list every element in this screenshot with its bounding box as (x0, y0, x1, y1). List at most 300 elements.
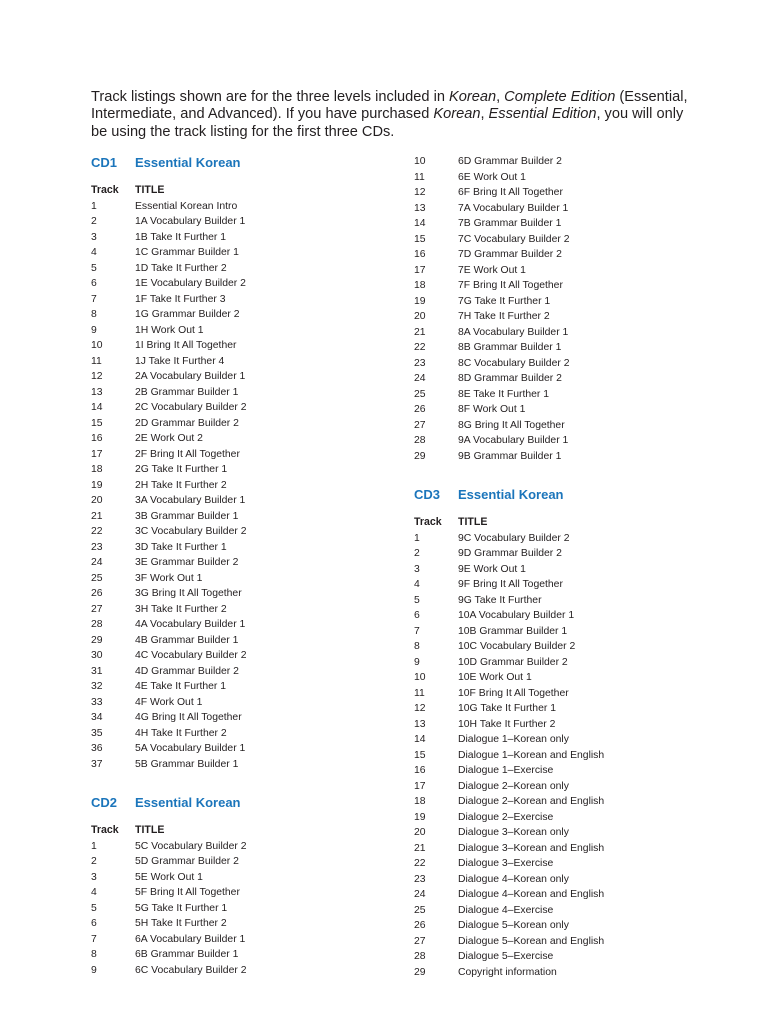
track-number: 19 (91, 479, 103, 491)
track-number: 27 (91, 603, 103, 615)
track-title: Dialogue 5–Korean only (458, 920, 569, 931)
track-title: Dialogue 1–Korean only (458, 734, 569, 745)
track-row (91, 932, 391, 948)
track-title: 2B Grammar Builder 1 (135, 386, 239, 398)
track-title: 3F Work Out 1 (135, 572, 203, 584)
track-row (91, 385, 391, 401)
track-row (414, 825, 714, 841)
track-number: 15 (414, 749, 426, 761)
track-row (414, 655, 714, 671)
track-number: 16 (91, 433, 103, 444)
track-title: 9E Work Out 1 (458, 563, 526, 575)
track-number: 23 (414, 873, 426, 885)
track-number: 6 (91, 918, 97, 929)
track-row (414, 872, 714, 888)
track-row (91, 947, 391, 963)
track-row (414, 779, 714, 795)
track-title: 9F Bring It All Together (458, 579, 563, 590)
intro-emphasis-3: Korean (433, 106, 481, 123)
track-row (414, 418, 714, 434)
track-row (91, 839, 391, 855)
track-number: 19 (414, 811, 426, 823)
track-number: 27 (414, 935, 426, 947)
track-number: 29 (414, 450, 426, 462)
track-row (414, 593, 714, 609)
track-row (414, 309, 714, 325)
track-title: 7C Vocabulary Builder 2 (458, 233, 570, 245)
cd3-track-list (414, 531, 714, 981)
track-title: Dialogue 2–Korean and English (458, 796, 605, 807)
track-row (414, 232, 714, 248)
track-title: 1C Grammar Builder 1 (135, 247, 239, 258)
track-number: 9 (91, 964, 97, 976)
track-number: 13 (414, 202, 426, 214)
track-title: 4F Work Out 1 (135, 696, 203, 708)
track-title: Dialogue 1–Korean and English (458, 749, 605, 761)
track-row (91, 354, 391, 370)
title-column-header: TITLE (135, 824, 165, 836)
track-number: 27 (414, 419, 426, 431)
track-number: 25 (91, 572, 103, 584)
track-number: 28 (414, 951, 426, 962)
track-number: 29 (414, 966, 426, 978)
track-title: 3A Vocabulary Builder 1 (135, 495, 246, 506)
cd2-track-list-part1 (91, 839, 391, 979)
track-title: 6D Grammar Builder 2 (458, 156, 562, 167)
cd3-label: CD3 (414, 487, 441, 502)
track-title: 5D Grammar Builder 2 (135, 856, 239, 867)
track-title: 1F Take It Further 3 (135, 293, 226, 305)
cd1-label: CD1 (91, 155, 118, 170)
track-row (91, 230, 391, 246)
track-row (414, 356, 714, 372)
track-row (414, 294, 714, 310)
track-row (91, 885, 391, 901)
cd2-table-header (91, 823, 391, 839)
left-column (91, 155, 391, 978)
cd1-track-list (91, 199, 391, 773)
track-number: 9 (414, 656, 420, 668)
track-title: 1D Take It Further 2 (135, 262, 227, 274)
track-title: 7D Grammar Builder 2 (458, 249, 562, 260)
track-number: 22 (91, 526, 103, 537)
track-number: 35 (91, 727, 103, 739)
track-number: 18 (91, 464, 103, 475)
track-number: 14 (414, 734, 426, 745)
track-number: 7 (91, 933, 97, 945)
track-row (91, 307, 391, 323)
track-row (91, 261, 391, 277)
track-row (91, 292, 391, 308)
track-number: 10 (91, 340, 103, 351)
track-number: 23 (91, 541, 103, 553)
track-row (91, 617, 391, 633)
cd3-heading (414, 487, 714, 503)
track-row (414, 903, 714, 919)
track-column-header: Track (414, 516, 442, 528)
track-title: 8C Vocabulary Builder 2 (458, 357, 570, 369)
track-number: 19 (414, 295, 426, 307)
track-title: 5C Vocabulary Builder 2 (135, 840, 247, 852)
track-title: Dialogue 4–Exercise (458, 904, 554, 916)
track-number: 15 (91, 417, 103, 429)
intro-emphasis-1: Korean (449, 89, 497, 105)
track-title: 10E Work Out 1 (458, 672, 532, 683)
track-title: 8E Take It Further 1 (458, 388, 550, 400)
track-title: 7A Vocabulary Builder 1 (458, 202, 569, 214)
track-title: Dialogue 2–Exercise (458, 811, 554, 823)
track-row (91, 540, 391, 556)
track-row (414, 639, 714, 655)
track-title: Dialogue 4–Korean only (458, 873, 569, 885)
track-number: 8 (91, 949, 97, 960)
track-row (91, 478, 391, 494)
track-row (414, 686, 714, 702)
track-number: 21 (414, 326, 426, 338)
intro-emphasis-4: Essential Edition (488, 106, 597, 123)
track-title: 9D Grammar Builder 2 (458, 548, 562, 559)
track-row (91, 524, 391, 540)
track-title: 3G Bring It All Together (135, 588, 242, 599)
track-row (91, 602, 391, 618)
track-row (414, 531, 714, 547)
track-number: 33 (91, 696, 103, 708)
cd1-table-header (91, 183, 391, 199)
track-title: 8B Grammar Builder 1 (458, 342, 562, 353)
track-number: 1 (91, 840, 97, 852)
track-number: 11 (414, 171, 425, 183)
track-title: 4E Take It Further 1 (135, 681, 227, 692)
track-number: 28 (91, 619, 103, 630)
track-row (414, 934, 714, 950)
track-title: 7F Bring It All Together (458, 280, 563, 291)
track-number: 24 (91, 557, 103, 568)
track-number: 3 (91, 871, 97, 883)
track-title: Dialogue 3–Korean only (458, 827, 569, 838)
cd3-section (414, 487, 714, 980)
track-number: 10 (414, 672, 426, 683)
track-title: Dialogue 5–Exercise (458, 951, 554, 962)
track-row (91, 571, 391, 587)
track-title: 7G Take It Further 1 (458, 295, 551, 307)
track-number: 14 (414, 218, 426, 229)
track-row (414, 763, 714, 779)
track-title: 5B Grammar Builder 1 (135, 758, 239, 770)
track-title: 9G Take It Further (458, 594, 542, 606)
track-number: 26 (414, 920, 426, 931)
track-column-header: Track (91, 184, 119, 196)
track-title: 8G Bring It All Together (458, 419, 565, 431)
track-number: 30 (91, 650, 103, 661)
track-number: 11 (91, 355, 102, 367)
track-number: 12 (414, 703, 426, 714)
right-column (414, 154, 714, 980)
track-title: 10H Take It Further 2 (458, 718, 556, 730)
cd2-track-list-part2 (414, 154, 714, 464)
track-number: 17 (414, 264, 426, 276)
track-row (414, 841, 714, 857)
track-number: 17 (414, 780, 426, 792)
track-row (414, 170, 714, 186)
track-number: 12 (91, 371, 103, 382)
track-row (91, 664, 391, 680)
track-row (414, 918, 714, 934)
track-row (414, 433, 714, 449)
track-title: 6F Bring It All Together (458, 187, 563, 198)
track-title: 1E Vocabulary Builder 2 (135, 278, 246, 289)
track-row (414, 154, 714, 170)
track-row (91, 416, 391, 432)
track-number: 20 (91, 495, 103, 506)
track-title: 10D Grammar Builder 2 (458, 656, 568, 668)
track-row (91, 710, 391, 726)
track-title: 3D Take It Further 1 (135, 541, 227, 553)
track-number: 16 (414, 249, 426, 260)
track-title: 4D Grammar Builder 2 (135, 665, 239, 677)
track-row (91, 963, 391, 979)
track-title: 2G Take It Further 1 (135, 464, 228, 475)
track-number: 26 (414, 404, 426, 415)
track-row (91, 509, 391, 525)
track-row (414, 748, 714, 764)
track-title: Dialogue 1–Exercise (458, 765, 554, 776)
track-number: 26 (91, 588, 103, 599)
track-number: 24 (414, 373, 426, 384)
cd2-section (91, 795, 391, 978)
track-number: 37 (91, 758, 103, 770)
track-number: 36 (91, 743, 103, 754)
track-title: 8D Grammar Builder 2 (458, 373, 562, 384)
track-row (91, 338, 391, 354)
track-title: Dialogue 4–Korean and English (458, 889, 605, 900)
track-row (414, 624, 714, 640)
track-title: 7H Take It Further 2 (458, 311, 550, 322)
track-title: 1I Bring It All Together (135, 340, 237, 351)
track-row (91, 369, 391, 385)
track-row (91, 447, 391, 463)
cd2-heading (91, 795, 391, 811)
cd1-name: Essential Korean (135, 155, 241, 170)
track-number: 28 (414, 435, 426, 446)
track-title: 8F Work Out 1 (458, 404, 526, 415)
track-row (414, 216, 714, 232)
track-row (91, 633, 391, 649)
track-number: 3 (91, 231, 97, 243)
track-number: 5 (91, 262, 97, 274)
track-number: 16 (414, 765, 426, 776)
track-title: Dialogue 2–Korean only (458, 780, 569, 792)
track-title: 5F Bring It All Together (135, 887, 240, 898)
track-number: 29 (91, 634, 103, 646)
track-number: 11 (414, 687, 425, 699)
track-title: 1A Vocabulary Builder 1 (135, 216, 246, 227)
track-title: 6C Vocabulary Builder 2 (135, 964, 247, 976)
track-row (414, 387, 714, 403)
track-title: Essential Korean Intro (135, 200, 238, 212)
track-row (414, 732, 714, 748)
track-row (414, 949, 714, 965)
track-title: 5G Take It Further 1 (135, 902, 228, 914)
intro-text-5: , you will only be using the track listing for the first three CDs. (91, 106, 684, 140)
track-number: 32 (91, 681, 103, 692)
track-number: 4 (414, 579, 420, 590)
track-number: 9 (91, 324, 97, 336)
track-number: 18 (414, 280, 426, 291)
track-row (91, 400, 391, 416)
track-number: 10 (414, 156, 426, 167)
track-row (414, 701, 714, 717)
track-row (414, 402, 714, 418)
track-title: Copyright information (458, 966, 557, 978)
track-row (414, 185, 714, 201)
track-number: 34 (91, 712, 103, 723)
track-number: 15 (414, 233, 426, 245)
track-row (91, 245, 391, 261)
track-row (91, 679, 391, 695)
track-row (414, 278, 714, 294)
track-row (414, 449, 714, 465)
track-number: 20 (414, 311, 426, 322)
track-title: 9B Grammar Builder 1 (458, 450, 562, 462)
track-title: 4H Take It Further 2 (135, 727, 227, 739)
track-row (91, 555, 391, 571)
track-title: 2D Grammar Builder 2 (135, 417, 239, 429)
track-number: 21 (414, 842, 426, 854)
track-row (91, 214, 391, 230)
track-title: 3B Grammar Builder 1 (135, 510, 239, 522)
track-row (91, 648, 391, 664)
track-row (414, 670, 714, 686)
track-number: 20 (414, 827, 426, 838)
track-title: 7B Grammar Builder 1 (458, 218, 562, 229)
track-row (91, 323, 391, 339)
track-number: 23 (414, 357, 426, 369)
track-title: 9A Vocabulary Builder 1 (458, 435, 569, 446)
track-title: 1J Take It Further 4 (135, 355, 225, 367)
track-row (91, 901, 391, 917)
track-row (91, 854, 391, 870)
track-number: 8 (414, 641, 420, 652)
track-title: Dialogue 5–Korean and English (458, 935, 605, 947)
track-row (91, 916, 391, 932)
track-row (414, 608, 714, 624)
title-column-header: TITLE (458, 516, 488, 528)
cd1-section (91, 155, 391, 772)
track-row (414, 810, 714, 826)
track-number: 3 (414, 563, 420, 575)
track-title: 3E Grammar Builder 2 (135, 557, 239, 568)
cd2-label: CD2 (91, 795, 118, 810)
track-row (91, 586, 391, 602)
track-row (414, 546, 714, 562)
track-title: 10G Take It Further 1 (458, 703, 556, 714)
track-number: 5 (91, 902, 97, 914)
track-title: 5A Vocabulary Builder 1 (135, 743, 246, 754)
intro-text-2: , (496, 89, 505, 105)
track-number: 1 (91, 200, 97, 212)
intro-paragraph (91, 89, 691, 141)
track-row (414, 965, 714, 981)
track-title: 8A Vocabulary Builder 1 (458, 326, 569, 338)
track-title: 10F Bring It All Together (458, 687, 569, 699)
track-row (414, 887, 714, 903)
track-title: 10C Vocabulary Builder 2 (458, 641, 576, 652)
track-row (414, 371, 714, 387)
track-number: 31 (91, 665, 103, 677)
track-row (414, 247, 714, 263)
intro-text-4: , (480, 106, 489, 123)
track-row (414, 794, 714, 810)
track-number: 8 (91, 309, 97, 320)
track-row (91, 870, 391, 886)
track-title: 2H Take It Further 2 (135, 479, 227, 491)
track-row (91, 695, 391, 711)
track-number: 4 (91, 247, 97, 258)
track-row (91, 431, 391, 447)
track-number: 5 (414, 594, 420, 606)
track-title: 4A Vocabulary Builder 1 (135, 619, 246, 630)
track-title: 1B Take It Further 1 (135, 231, 227, 243)
track-row (91, 493, 391, 509)
track-number: 22 (414, 342, 426, 353)
track-title: 1H Work Out 1 (135, 324, 204, 336)
cd2-name: Essential Korean (135, 795, 241, 810)
track-number: 2 (91, 856, 97, 867)
track-row (414, 717, 714, 733)
track-number: 25 (414, 904, 426, 916)
track-row (414, 201, 714, 217)
cd3-table-header (414, 515, 714, 531)
track-number: 17 (91, 448, 103, 460)
track-title: 9C Vocabulary Builder 2 (458, 532, 570, 544)
track-title: 7E Work Out 1 (458, 264, 526, 276)
track-number: 7 (91, 293, 97, 305)
track-number: 2 (91, 216, 97, 227)
track-row (91, 726, 391, 742)
track-title: 10A Vocabulary Builder 1 (458, 610, 575, 621)
track-number: 14 (91, 402, 103, 413)
track-number: 6 (91, 278, 97, 289)
track-title: 4B Grammar Builder 1 (135, 634, 239, 646)
track-number: 21 (91, 510, 103, 522)
track-title: 6A Vocabulary Builder 1 (135, 933, 246, 945)
track-number: 12 (414, 187, 426, 198)
track-title: 6B Grammar Builder 1 (135, 949, 239, 960)
track-title: 4C Vocabulary Builder 2 (135, 650, 247, 661)
track-number: 13 (91, 386, 103, 398)
track-number: 4 (91, 887, 97, 898)
intro-text-1: Track listings shown are for the three levels included in (91, 89, 449, 105)
track-row (414, 856, 714, 872)
track-title: 2A Vocabulary Builder 1 (135, 371, 246, 382)
track-column-header: Track (91, 824, 119, 836)
track-title: 4G Bring It All Together (135, 712, 242, 723)
track-title: 5E Work Out 1 (135, 871, 203, 883)
track-number: 2 (414, 548, 420, 559)
track-title: Dialogue 3–Exercise (458, 858, 554, 869)
track-title: 2C Vocabulary Builder 2 (135, 402, 247, 413)
cd1-heading (91, 155, 391, 171)
track-number: 24 (414, 889, 426, 900)
track-number: 6 (414, 610, 420, 621)
track-title: 5H Take It Further 2 (135, 918, 227, 929)
track-number: 25 (414, 388, 426, 400)
track-row (91, 462, 391, 478)
track-title: 3C Vocabulary Builder 2 (135, 526, 247, 537)
intro-emphasis-2: Complete Edition (504, 89, 616, 105)
track-number: 7 (414, 625, 420, 637)
title-column-header: TITLE (135, 184, 165, 196)
